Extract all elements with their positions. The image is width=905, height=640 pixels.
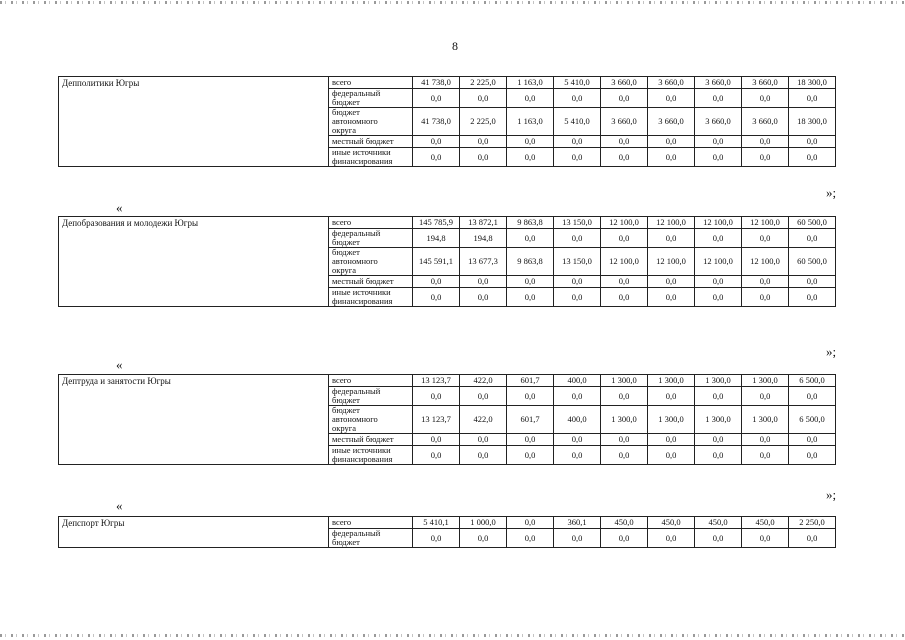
amount-cell: 9 863,8 xyxy=(507,217,554,229)
funding-source xyxy=(329,434,413,446)
funding-source-line: всего xyxy=(332,517,352,527)
amount-cell: 0,0 xyxy=(601,387,648,406)
amount-cell: 0,0 xyxy=(648,136,695,148)
amount-cell: 0,0 xyxy=(460,89,507,108)
agency-name: Депполитики Югры xyxy=(59,77,329,167)
amount-cell: 0,0 xyxy=(648,529,695,548)
amount-cell: 0,0 xyxy=(554,387,601,406)
amount-cell: 0,0 xyxy=(742,387,789,406)
amount-cell: 0,0 xyxy=(789,529,836,548)
funding-source-line: иные источники xyxy=(332,287,391,297)
amount-cell: 2 225,0 xyxy=(460,108,507,136)
amount-cell: 360,1 xyxy=(554,517,601,529)
amount-cell: 194,8 xyxy=(413,229,460,248)
amount-cell: 0,0 xyxy=(413,387,460,406)
amount-cell: 0,0 xyxy=(695,276,742,288)
funding-source xyxy=(329,229,413,248)
funding-source-line: иные источники xyxy=(332,445,391,455)
funding-source xyxy=(329,77,413,89)
amount-cell: 1 300,0 xyxy=(601,375,648,387)
amount-cell: 400,0 xyxy=(554,375,601,387)
amount-cell: 450,0 xyxy=(695,517,742,529)
funding-source-line: местный бюджет xyxy=(332,136,394,146)
amount-cell: 0,0 xyxy=(601,229,648,248)
amount-cell: 1 300,0 xyxy=(742,375,789,387)
amount-cell: 0,0 xyxy=(695,434,742,446)
amount-cell: 0,0 xyxy=(742,148,789,167)
amount-cell: 0,0 xyxy=(695,446,742,465)
amount-cell: 1 000,0 xyxy=(460,517,507,529)
financing-table xyxy=(58,516,836,548)
funding-source-line: бюджет xyxy=(332,395,360,405)
funding-source xyxy=(329,148,413,167)
amount-cell: 0,0 xyxy=(789,89,836,108)
funding-source-line: округа xyxy=(332,125,357,135)
amount-cell: 13 123,7 xyxy=(413,375,460,387)
amount-cell: 0,0 xyxy=(554,89,601,108)
funding-source-line: федеральный xyxy=(332,88,381,98)
amount-cell: 0,0 xyxy=(742,89,789,108)
amount-cell: 0,0 xyxy=(460,276,507,288)
amount-cell: 0,0 xyxy=(648,89,695,108)
amount-cell: 0,0 xyxy=(554,446,601,465)
funding-source-line: бюджет xyxy=(332,97,360,107)
closing-quote: »; xyxy=(826,487,837,502)
amount-cell: 3 660,0 xyxy=(601,77,648,89)
amount-cell: 0,0 xyxy=(507,387,554,406)
amount-cell: 41 738,0 xyxy=(413,77,460,89)
funding-source xyxy=(329,248,413,276)
closing-quote: »; xyxy=(826,344,837,359)
amount-cell: 0,0 xyxy=(648,434,695,446)
amount-cell: 0,0 xyxy=(507,288,554,307)
amount-cell: 0,0 xyxy=(742,446,789,465)
table-row xyxy=(59,375,836,387)
funding-source xyxy=(329,276,413,288)
amount-cell: 0,0 xyxy=(695,229,742,248)
amount-cell: 12 100,0 xyxy=(742,248,789,276)
amount-cell: 1 163,0 xyxy=(507,77,554,89)
amount-cell: 0,0 xyxy=(413,529,460,548)
amount-cell: 3 660,0 xyxy=(695,108,742,136)
funding-source xyxy=(329,136,413,148)
funding-source-line: округа xyxy=(332,423,357,433)
amount-cell: 0,0 xyxy=(507,229,554,248)
amount-cell: 12 100,0 xyxy=(742,217,789,229)
amount-cell: 3 660,0 xyxy=(648,108,695,136)
amount-cell: 0,0 xyxy=(413,276,460,288)
amount-cell: 0,0 xyxy=(460,434,507,446)
amount-cell: 0,0 xyxy=(789,229,836,248)
amount-cell: 0,0 xyxy=(413,89,460,108)
amount-cell: 0,0 xyxy=(507,529,554,548)
funding-source xyxy=(329,517,413,529)
amount-cell: 0,0 xyxy=(648,446,695,465)
amount-cell: 1 300,0 xyxy=(601,406,648,434)
funding-source xyxy=(329,529,413,548)
amount-cell: 1 300,0 xyxy=(648,375,695,387)
amount-cell: 5 410,0 xyxy=(554,108,601,136)
amount-cell: 0,0 xyxy=(460,529,507,548)
funding-source-line: бюджет xyxy=(332,107,360,117)
amount-cell: 0,0 xyxy=(648,387,695,406)
table-row xyxy=(59,517,836,529)
amount-cell: 12 100,0 xyxy=(601,217,648,229)
amount-cell: 1 300,0 xyxy=(695,406,742,434)
funding-source-line: местный бюджет xyxy=(332,276,394,286)
amount-cell: 12 100,0 xyxy=(695,217,742,229)
amount-cell: 0,0 xyxy=(742,434,789,446)
funding-source-line: бюджет xyxy=(332,247,360,257)
amount-cell: 601,7 xyxy=(507,375,554,387)
amount-cell: 18 300,0 xyxy=(789,77,836,89)
page-number: 8 xyxy=(452,39,458,53)
funding-source-line: федеральный xyxy=(332,228,381,238)
amount-cell: 145 591,1 xyxy=(413,248,460,276)
amount-cell: 0,0 xyxy=(695,387,742,406)
amount-cell: 0,0 xyxy=(695,529,742,548)
agency-name: Депобразования и молодежи Югры xyxy=(59,217,329,307)
amount-cell: 0,0 xyxy=(507,148,554,167)
funding-source-line: всего xyxy=(332,217,352,227)
amount-cell: 194,8 xyxy=(460,229,507,248)
amount-cell: 450,0 xyxy=(648,517,695,529)
amount-cell: 13 677,3 xyxy=(460,248,507,276)
amount-cell: 0,0 xyxy=(413,136,460,148)
amount-cell: 0,0 xyxy=(695,136,742,148)
amount-cell: 18 300,0 xyxy=(789,108,836,136)
amount-cell: 12 100,0 xyxy=(695,248,742,276)
funding-source-line: финансирования xyxy=(332,156,393,166)
amount-cell: 0,0 xyxy=(413,288,460,307)
amount-cell: 5 410,0 xyxy=(554,77,601,89)
amount-cell: 1 163,0 xyxy=(507,108,554,136)
amount-cell: 0,0 xyxy=(648,276,695,288)
amount-cell: 12 100,0 xyxy=(648,217,695,229)
amount-cell: 0,0 xyxy=(507,446,554,465)
amount-cell: 0,0 xyxy=(554,148,601,167)
financing-table xyxy=(58,76,836,167)
amount-cell: 2 250,0 xyxy=(789,517,836,529)
funding-source-line: автономного xyxy=(332,256,378,266)
funding-source xyxy=(329,108,413,136)
amount-cell: 13 150,0 xyxy=(554,248,601,276)
amount-cell: 2 225,0 xyxy=(460,77,507,89)
amount-cell: 0,0 xyxy=(742,529,789,548)
amount-cell: 3 660,0 xyxy=(695,77,742,89)
funding-source-line: всего xyxy=(332,375,352,385)
amount-cell: 0,0 xyxy=(460,148,507,167)
funding-source-line: автономного xyxy=(332,414,378,424)
amount-cell: 422,0 xyxy=(460,406,507,434)
amount-cell: 0,0 xyxy=(695,148,742,167)
amount-cell: 0,0 xyxy=(601,288,648,307)
amount-cell: 0,0 xyxy=(554,434,601,446)
amount-cell: 0,0 xyxy=(742,136,789,148)
amount-cell: 0,0 xyxy=(601,446,648,465)
amount-cell: 0,0 xyxy=(601,529,648,548)
amount-cell: 0,0 xyxy=(789,148,836,167)
closing-quote: »; xyxy=(826,185,837,200)
funding-source xyxy=(329,288,413,307)
amount-cell: 0,0 xyxy=(601,434,648,446)
amount-cell: 13 150,0 xyxy=(554,217,601,229)
amount-cell: 0,0 xyxy=(507,517,554,529)
amount-cell: 60 500,0 xyxy=(789,248,836,276)
amount-cell: 3 660,0 xyxy=(648,77,695,89)
amount-cell: 0,0 xyxy=(413,446,460,465)
funding-source-line: финансирования xyxy=(332,454,393,464)
amount-cell: 0,0 xyxy=(648,288,695,307)
funding-source-line: финансирования xyxy=(332,296,393,306)
funding-source xyxy=(329,446,413,465)
amount-cell: 0,0 xyxy=(789,434,836,446)
amount-cell: 450,0 xyxy=(601,517,648,529)
amount-cell: 13 123,7 xyxy=(413,406,460,434)
amount-cell: 0,0 xyxy=(554,136,601,148)
amount-cell: 1 300,0 xyxy=(695,375,742,387)
amount-cell: 0,0 xyxy=(507,434,554,446)
amount-cell: 601,7 xyxy=(507,406,554,434)
table-row xyxy=(59,77,836,89)
amount-cell: 3 660,0 xyxy=(601,108,648,136)
amount-cell: 0,0 xyxy=(601,276,648,288)
amount-cell: 0,0 xyxy=(413,148,460,167)
amount-cell: 0,0 xyxy=(789,288,836,307)
amount-cell: 0,0 xyxy=(507,89,554,108)
funding-source-line: бюджет xyxy=(332,237,360,247)
amount-cell: 0,0 xyxy=(601,89,648,108)
amount-cell: 12 100,0 xyxy=(648,248,695,276)
amount-cell: 0,0 xyxy=(460,387,507,406)
amount-cell: 6 500,0 xyxy=(789,375,836,387)
amount-cell: 0,0 xyxy=(648,229,695,248)
amount-cell: 0,0 xyxy=(789,136,836,148)
amount-cell: 0,0 xyxy=(460,288,507,307)
funding-source-line: бюджет xyxy=(332,537,360,547)
amount-cell: 0,0 xyxy=(460,136,507,148)
amount-cell: 3 660,0 xyxy=(742,108,789,136)
funding-source-line: иные источники xyxy=(332,147,391,157)
amount-cell: 400,0 xyxy=(554,406,601,434)
amount-cell: 12 100,0 xyxy=(601,248,648,276)
amount-cell: 60 500,0 xyxy=(789,217,836,229)
amount-cell: 0,0 xyxy=(460,446,507,465)
amount-cell: 0,0 xyxy=(554,288,601,307)
amount-cell: 0,0 xyxy=(554,276,601,288)
agency-name: Дептруда и занятости Югры xyxy=(59,375,329,465)
amount-cell: 5 410,1 xyxy=(413,517,460,529)
amount-cell: 422,0 xyxy=(460,375,507,387)
amount-cell: 0,0 xyxy=(507,276,554,288)
funding-source-line: автономного xyxy=(332,116,378,126)
opening-quote: « xyxy=(116,498,123,513)
amount-cell: 0,0 xyxy=(601,136,648,148)
amount-cell: 0,0 xyxy=(789,276,836,288)
amount-cell: 9 863,8 xyxy=(507,248,554,276)
amount-cell: 1 300,0 xyxy=(742,406,789,434)
amount-cell: 0,0 xyxy=(648,148,695,167)
amount-cell: 1 300,0 xyxy=(648,406,695,434)
agency-name: Депспорт Югры xyxy=(59,517,329,548)
amount-cell: 450,0 xyxy=(742,517,789,529)
amount-cell: 13 872,1 xyxy=(460,217,507,229)
amount-cell: 0,0 xyxy=(742,288,789,307)
funding-source xyxy=(329,375,413,387)
amount-cell: 0,0 xyxy=(554,229,601,248)
amount-cell: 0,0 xyxy=(507,136,554,148)
amount-cell: 0,0 xyxy=(742,276,789,288)
financing-table xyxy=(58,216,836,307)
amount-cell: 41 738,0 xyxy=(413,108,460,136)
funding-source xyxy=(329,387,413,406)
amount-cell: 0,0 xyxy=(413,434,460,446)
amount-cell: 145 785,9 xyxy=(413,217,460,229)
amount-cell: 3 660,0 xyxy=(742,77,789,89)
funding-source-line: федеральный xyxy=(332,528,381,538)
funding-source-line: округа xyxy=(332,265,357,275)
table-row xyxy=(59,217,836,229)
funding-source-line: всего xyxy=(332,77,352,87)
opening-quote: « xyxy=(116,200,123,215)
amount-cell: 0,0 xyxy=(789,446,836,465)
amount-cell: 0,0 xyxy=(789,387,836,406)
scan-edge-top xyxy=(0,1,905,4)
amount-cell: 0,0 xyxy=(695,89,742,108)
scan-edge-bottom xyxy=(0,634,905,637)
funding-source-line: местный бюджет xyxy=(332,434,394,444)
financing-table xyxy=(58,374,836,465)
amount-cell: 0,0 xyxy=(601,148,648,167)
amount-cell: 0,0 xyxy=(554,529,601,548)
funding-source xyxy=(329,89,413,108)
opening-quote: « xyxy=(116,357,123,372)
funding-source-line: бюджет xyxy=(332,405,360,415)
funding-source xyxy=(329,217,413,229)
funding-source-line: федеральный xyxy=(332,386,381,396)
funding-source xyxy=(329,406,413,434)
amount-cell: 6 500,0 xyxy=(789,406,836,434)
amount-cell: 0,0 xyxy=(742,229,789,248)
amount-cell: 0,0 xyxy=(695,288,742,307)
